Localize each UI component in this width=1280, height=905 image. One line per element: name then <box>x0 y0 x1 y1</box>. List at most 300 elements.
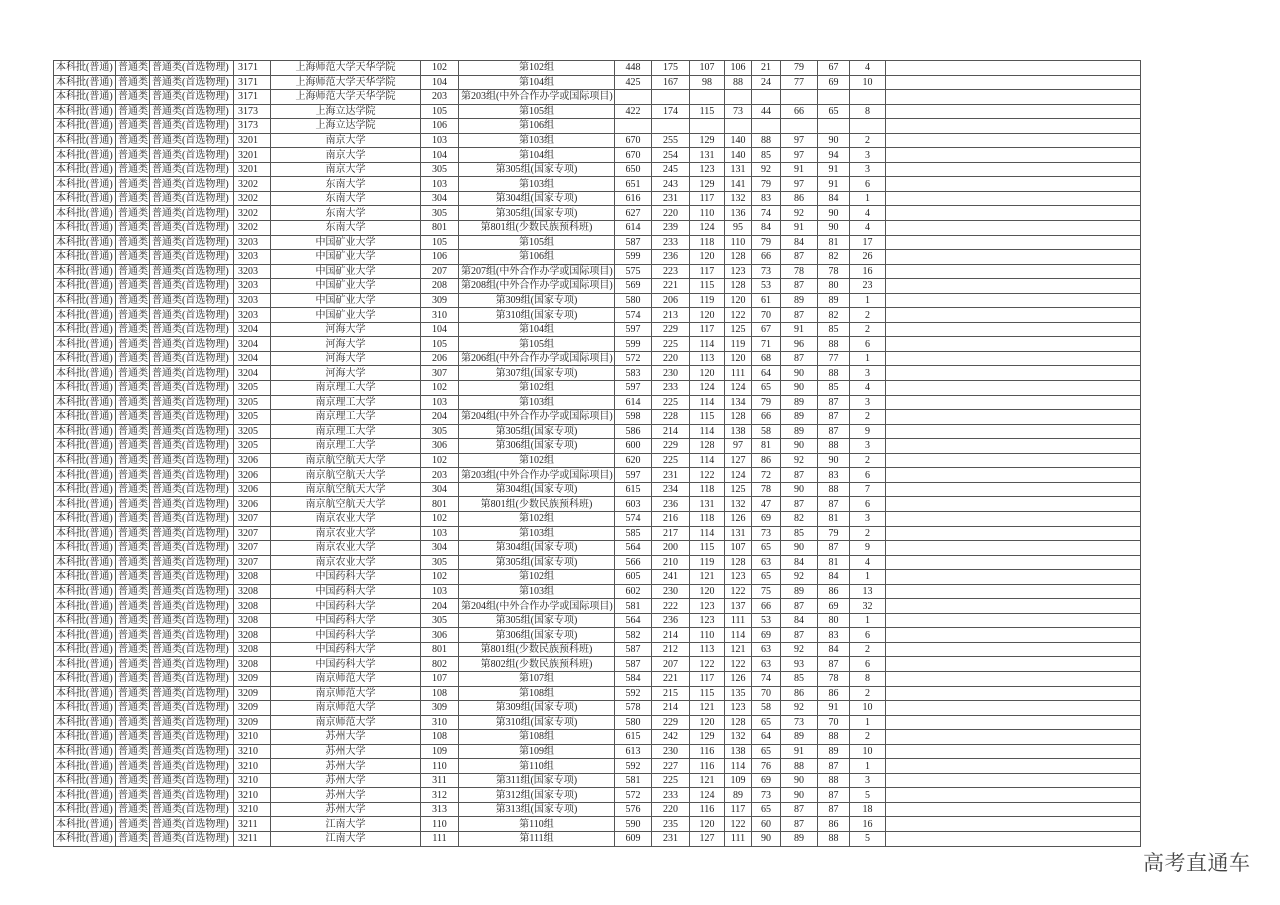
value-cell-8: 4 <box>850 381 886 396</box>
value-cell-4: 140 <box>725 133 752 148</box>
group-code-cell: 108 <box>421 686 459 701</box>
category-cell: 普通类 <box>116 162 150 177</box>
school-name-cell: 南京师范大学 <box>271 701 421 716</box>
school-code-cell: 3201 <box>234 148 271 163</box>
value-cell-4: 132 <box>725 191 752 206</box>
value-cell-4: 136 <box>725 206 752 221</box>
empty-cell <box>886 482 1141 497</box>
subject-type-cell: 普通类(首选物理) <box>150 773 234 788</box>
subject-type-cell: 普通类(首选物理) <box>150 555 234 570</box>
value-cell-3: 120 <box>690 817 725 832</box>
value-cell-2: 236 <box>652 497 690 512</box>
subject-type-cell: 普通类(首选物理) <box>150 366 234 381</box>
subject-type-cell: 普通类(首选物理) <box>150 148 234 163</box>
school-code-cell: 3204 <box>234 351 271 366</box>
batch-cell: 本科批(普通) <box>54 395 116 410</box>
value-cell-3: 123 <box>690 613 725 628</box>
category-cell: 普通类 <box>116 75 150 90</box>
group-name-cell: 第110组 <box>459 817 615 832</box>
value-cell-6: 90 <box>781 773 818 788</box>
value-cell-3: 117 <box>690 264 725 279</box>
value-cell-5: 61 <box>752 293 781 308</box>
group-code-cell: 102 <box>421 61 459 76</box>
value-cell-1: 572 <box>615 788 652 803</box>
empty-cell <box>886 831 1141 846</box>
value-cell-7: 82 <box>818 308 850 323</box>
subject-type-cell: 普通类(首选物理) <box>150 613 234 628</box>
group-name-cell: 第305组(国家专项) <box>459 424 615 439</box>
subject-type-cell: 普通类(首选物理) <box>150 570 234 585</box>
value-cell-5: 73 <box>752 264 781 279</box>
table-row <box>54 497 1141 512</box>
value-cell-6: 89 <box>781 584 818 599</box>
value-cell-1: 603 <box>615 497 652 512</box>
value-cell-1: 597 <box>615 322 652 337</box>
batch-cell: 本科批(普通) <box>54 177 116 192</box>
value-cell-1: 586 <box>615 424 652 439</box>
value-cell-1: 587 <box>615 642 652 657</box>
watermark: 高考直通车 <box>1143 851 1251 875</box>
value-cell-5: 58 <box>752 424 781 439</box>
value-cell-4: 128 <box>725 555 752 570</box>
value-cell-8: 7 <box>850 482 886 497</box>
value-cell-7: 90 <box>818 206 850 221</box>
subject-type-cell: 普通类(首选物理) <box>150 395 234 410</box>
table-row <box>54 831 1141 846</box>
school-name-cell: 中国矿业大学 <box>271 235 421 250</box>
value-cell-6: 84 <box>781 235 818 250</box>
value-cell-4: 138 <box>725 744 752 759</box>
value-cell-8: 6 <box>850 497 886 512</box>
value-cell-8: 17 <box>850 235 886 250</box>
category-cell: 普通类 <box>116 221 150 236</box>
value-cell-2: 225 <box>652 773 690 788</box>
value-cell-3: 114 <box>690 395 725 410</box>
group-name-cell: 第310组(国家专项) <box>459 308 615 323</box>
value-cell-7: 86 <box>818 817 850 832</box>
value-cell-5: 69 <box>752 773 781 788</box>
value-cell-2: 233 <box>652 235 690 250</box>
batch-cell: 本科批(普通) <box>54 831 116 846</box>
value-cell-3: 123 <box>690 162 725 177</box>
empty-cell <box>886 250 1141 265</box>
empty-cell <box>886 453 1141 468</box>
subject-type-cell: 普通类(首选物理) <box>150 322 234 337</box>
value-cell-1: 564 <box>615 613 652 628</box>
value-cell-3: 122 <box>690 657 725 672</box>
value-cell-4: 126 <box>725 511 752 526</box>
value-cell-3: 107 <box>690 61 725 76</box>
category-cell: 普通类 <box>116 177 150 192</box>
empty-cell <box>886 235 1141 250</box>
school-code-cell: 3203 <box>234 235 271 250</box>
value-cell-1: 575 <box>615 264 652 279</box>
table-row <box>54 759 1141 774</box>
table-row <box>54 511 1141 526</box>
value-cell-5: 90 <box>752 831 781 846</box>
category-cell: 普通类 <box>116 526 150 541</box>
group-name-cell: 第305组(国家专项) <box>459 613 615 628</box>
group-name-cell: 第106组 <box>459 119 615 134</box>
subject-type-cell: 普通类(首选物理) <box>150 206 234 221</box>
category-cell: 普通类 <box>116 744 150 759</box>
value-cell-3: 124 <box>690 221 725 236</box>
table-row <box>54 817 1141 832</box>
school-name-cell: 中国药科大学 <box>271 599 421 614</box>
table-row <box>54 730 1141 745</box>
value-cell-1: 583 <box>615 366 652 381</box>
subject-type-cell: 普通类(首选物理) <box>150 221 234 236</box>
school-code-cell: 3209 <box>234 686 271 701</box>
value-cell-7: 87 <box>818 802 850 817</box>
group-name-cell: 第310组(国家专项) <box>459 715 615 730</box>
value-cell-6: 93 <box>781 657 818 672</box>
empty-cell <box>886 104 1141 119</box>
empty-cell <box>886 410 1141 425</box>
category-cell: 普通类 <box>116 817 150 832</box>
empty-cell <box>886 686 1141 701</box>
category-cell: 普通类 <box>116 351 150 366</box>
category-cell: 普通类 <box>116 715 150 730</box>
value-cell-7: 90 <box>818 221 850 236</box>
table-row <box>54 381 1141 396</box>
group-code-cell: 312 <box>421 788 459 803</box>
value-cell-2: 254 <box>652 148 690 163</box>
group-code-cell: 306 <box>421 439 459 454</box>
empty-cell <box>886 599 1141 614</box>
group-code-cell: 801 <box>421 642 459 657</box>
group-code-cell: 313 <box>421 802 459 817</box>
school-code-cell: 3203 <box>234 308 271 323</box>
empty-cell <box>886 191 1141 206</box>
group-name-cell: 第108组 <box>459 730 615 745</box>
value-cell-3: 120 <box>690 584 725 599</box>
group-code-cell: 305 <box>421 424 459 439</box>
subject-type-cell: 普通类(首选物理) <box>150 177 234 192</box>
value-cell-6: 85 <box>781 671 818 686</box>
value-cell-7: 81 <box>818 555 850 570</box>
group-code-cell: 110 <box>421 759 459 774</box>
group-name-cell: 第105组 <box>459 235 615 250</box>
value-cell-8: 4 <box>850 555 886 570</box>
value-cell-7 <box>818 119 850 134</box>
value-cell-8: 8 <box>850 104 886 119</box>
value-cell-8: 16 <box>850 817 886 832</box>
value-cell-3: 115 <box>690 104 725 119</box>
value-cell-2: 229 <box>652 439 690 454</box>
value-cell-1: 580 <box>615 715 652 730</box>
value-cell-3: 118 <box>690 482 725 497</box>
group-name-cell: 第801组(少数民族预科班) <box>459 221 615 236</box>
school-code-cell: 3206 <box>234 453 271 468</box>
empty-cell <box>886 162 1141 177</box>
group-code-cell: 306 <box>421 628 459 643</box>
category-cell: 普通类 <box>116 657 150 672</box>
table-row <box>54 279 1141 294</box>
value-cell-4: 111 <box>725 613 752 628</box>
school-name-cell: 上海立达学院 <box>271 119 421 134</box>
batch-cell: 本科批(普通) <box>54 671 116 686</box>
value-cell-7: 91 <box>818 177 850 192</box>
value-cell-6: 90 <box>781 366 818 381</box>
empty-cell <box>886 424 1141 439</box>
empty-cell <box>886 555 1141 570</box>
school-code-cell: 3201 <box>234 162 271 177</box>
value-cell-5: 44 <box>752 104 781 119</box>
value-cell-6: 77 <box>781 75 818 90</box>
school-name-cell: 中国药科大学 <box>271 657 421 672</box>
school-code-cell: 3204 <box>234 366 271 381</box>
value-cell-6: 92 <box>781 570 818 585</box>
group-name-cell: 第105组 <box>459 104 615 119</box>
group-code-cell: 204 <box>421 599 459 614</box>
school-code-cell: 3209 <box>234 701 271 716</box>
value-cell-8 <box>850 119 886 134</box>
school-name-cell: 南京大学 <box>271 133 421 148</box>
group-name-cell: 第203组(中外合作办学或国际项目) <box>459 90 615 105</box>
school-name-cell: 东南大学 <box>271 177 421 192</box>
value-cell-8: 2 <box>850 322 886 337</box>
school-code-cell: 3205 <box>234 424 271 439</box>
group-name-cell: 第107组 <box>459 671 615 686</box>
value-cell-2: 231 <box>652 468 690 483</box>
table-row <box>54 221 1141 236</box>
value-cell-4: 123 <box>725 570 752 585</box>
value-cell-8: 1 <box>850 293 886 308</box>
value-cell-2: 225 <box>652 395 690 410</box>
value-cell-1: 602 <box>615 584 652 599</box>
subject-type-cell: 普通类(首选物理) <box>150 250 234 265</box>
value-cell-7: 91 <box>818 162 850 177</box>
batch-cell: 本科批(普通) <box>54 439 116 454</box>
value-cell-1 <box>615 119 652 134</box>
value-cell-5: 69 <box>752 628 781 643</box>
value-cell-7: 65 <box>818 104 850 119</box>
value-cell-7: 88 <box>818 831 850 846</box>
value-cell-6: 87 <box>781 351 818 366</box>
value-cell-6: 92 <box>781 453 818 468</box>
group-name-cell: 第313组(国家专项) <box>459 802 615 817</box>
group-code-cell: 103 <box>421 584 459 599</box>
value-cell-6: 89 <box>781 410 818 425</box>
value-cell-2: 214 <box>652 424 690 439</box>
value-cell-2: 229 <box>652 715 690 730</box>
group-name-cell: 第109组 <box>459 744 615 759</box>
value-cell-4: 124 <box>725 468 752 483</box>
school-name-cell: 南京师范大学 <box>271 686 421 701</box>
value-cell-8: 3 <box>850 162 886 177</box>
value-cell-8: 9 <box>850 424 886 439</box>
table-row <box>54 439 1141 454</box>
table-row <box>54 424 1141 439</box>
value-cell-4: 111 <box>725 366 752 381</box>
subject-type-cell: 普通类(首选物理) <box>150 133 234 148</box>
value-cell-6: 90 <box>781 788 818 803</box>
group-name-cell: 第104组 <box>459 75 615 90</box>
value-cell-4: 128 <box>725 715 752 730</box>
group-code-cell: 305 <box>421 206 459 221</box>
school-code-cell: 3204 <box>234 322 271 337</box>
group-name-cell: 第103组 <box>459 526 615 541</box>
value-cell-3: 129 <box>690 730 725 745</box>
value-cell-7: 84 <box>818 642 850 657</box>
batch-cell: 本科批(普通) <box>54 410 116 425</box>
table-row <box>54 191 1141 206</box>
value-cell-3: 120 <box>690 366 725 381</box>
subject-type-cell: 普通类(首选物理) <box>150 61 234 76</box>
value-cell-4: 123 <box>725 701 752 716</box>
group-name-cell: 第305组(国家专项) <box>459 206 615 221</box>
table-row <box>54 671 1141 686</box>
batch-cell: 本科批(普通) <box>54 555 116 570</box>
category-cell: 普通类 <box>116 511 150 526</box>
value-cell-7: 80 <box>818 613 850 628</box>
value-cell-1 <box>615 90 652 105</box>
value-cell-4: 135 <box>725 686 752 701</box>
batch-cell: 本科批(普通) <box>54 133 116 148</box>
value-cell-8: 2 <box>850 730 886 745</box>
category-cell: 普通类 <box>116 424 150 439</box>
value-cell-8: 3 <box>850 366 886 381</box>
value-cell-2: 167 <box>652 75 690 90</box>
category-cell: 普通类 <box>116 148 150 163</box>
value-cell-4: 107 <box>725 541 752 556</box>
value-cell-1: 448 <box>615 61 652 76</box>
value-cell-1: 564 <box>615 541 652 556</box>
value-cell-8: 3 <box>850 148 886 163</box>
batch-cell: 本科批(普通) <box>54 75 116 90</box>
value-cell-1: 580 <box>615 293 652 308</box>
school-code-cell: 3208 <box>234 613 271 628</box>
category-cell: 普通类 <box>116 264 150 279</box>
value-cell-4: 73 <box>725 104 752 119</box>
value-cell-1: 615 <box>615 482 652 497</box>
admission-table <box>53 60 1141 847</box>
school-code-cell: 3211 <box>234 817 271 832</box>
category-cell: 普通类 <box>116 293 150 308</box>
value-cell-4: 124 <box>725 381 752 396</box>
value-cell-8: 10 <box>850 75 886 90</box>
value-cell-6: 91 <box>781 744 818 759</box>
school-name-cell: 中国药科大学 <box>271 570 421 585</box>
group-code-cell: 103 <box>421 526 459 541</box>
group-code-cell: 206 <box>421 351 459 366</box>
batch-cell: 本科批(普通) <box>54 497 116 512</box>
value-cell-6: 97 <box>781 148 818 163</box>
group-name-cell: 第801组(少数民族预科班) <box>459 642 615 657</box>
school-name-cell: 南京航空航天大学 <box>271 468 421 483</box>
value-cell-8: 1 <box>850 613 886 628</box>
value-cell-7: 87 <box>818 410 850 425</box>
value-cell-6: 92 <box>781 642 818 657</box>
value-cell-5: 66 <box>752 599 781 614</box>
school-code-cell: 3203 <box>234 293 271 308</box>
school-name-cell: 南京大学 <box>271 148 421 163</box>
value-cell-1: 584 <box>615 671 652 686</box>
value-cell-1: 578 <box>615 701 652 716</box>
empty-cell <box>886 613 1141 628</box>
category-cell: 普通类 <box>116 104 150 119</box>
school-code-cell: 3203 <box>234 279 271 294</box>
batch-cell: 本科批(普通) <box>54 686 116 701</box>
value-cell-7: 84 <box>818 570 850 585</box>
value-cell-2: 229 <box>652 322 690 337</box>
value-cell-5: 83 <box>752 191 781 206</box>
category-cell: 普通类 <box>116 308 150 323</box>
value-cell-3: 131 <box>690 497 725 512</box>
subject-type-cell: 普通类(首选物理) <box>150 802 234 817</box>
value-cell-2: 206 <box>652 293 690 308</box>
batch-cell: 本科批(普通) <box>54 264 116 279</box>
value-cell-6: 96 <box>781 337 818 352</box>
value-cell-8: 6 <box>850 177 886 192</box>
value-cell-7: 89 <box>818 744 850 759</box>
batch-cell: 本科批(普通) <box>54 628 116 643</box>
category-cell: 普通类 <box>116 555 150 570</box>
value-cell-5: 66 <box>752 410 781 425</box>
batch-cell: 本科批(普通) <box>54 657 116 672</box>
value-cell-2: 221 <box>652 279 690 294</box>
value-cell-5: 68 <box>752 351 781 366</box>
category-cell: 普通类 <box>116 366 150 381</box>
category-cell: 普通类 <box>116 322 150 337</box>
school-code-cell: 3173 <box>234 104 271 119</box>
table-body <box>54 61 1141 847</box>
group-code-cell: 107 <box>421 671 459 686</box>
school-code-cell: 3208 <box>234 584 271 599</box>
table-row <box>54 133 1141 148</box>
value-cell-6: 90 <box>781 439 818 454</box>
value-cell-5: 24 <box>752 75 781 90</box>
batch-cell: 本科批(普通) <box>54 744 116 759</box>
group-code-cell: 203 <box>421 90 459 105</box>
table-row <box>54 701 1141 716</box>
value-cell-3: 116 <box>690 802 725 817</box>
value-cell-4: 97 <box>725 439 752 454</box>
empty-cell <box>886 642 1141 657</box>
subject-type-cell: 普通类(首选物理) <box>150 279 234 294</box>
group-name-cell: 第103组 <box>459 133 615 148</box>
category-cell: 普通类 <box>116 613 150 628</box>
batch-cell: 本科批(普通) <box>54 511 116 526</box>
value-cell-4: 122 <box>725 584 752 599</box>
value-cell-8: 3 <box>850 439 886 454</box>
group-code-cell: 304 <box>421 191 459 206</box>
value-cell-3: 117 <box>690 191 725 206</box>
value-cell-1: 614 <box>615 395 652 410</box>
value-cell-1: 422 <box>615 104 652 119</box>
group-name-cell: 第102组 <box>459 570 615 585</box>
table-row <box>54 410 1141 425</box>
value-cell-1: 600 <box>615 439 652 454</box>
value-cell-8: 4 <box>850 61 886 76</box>
batch-cell: 本科批(普通) <box>54 148 116 163</box>
group-code-cell: 208 <box>421 279 459 294</box>
group-code-cell: 104 <box>421 148 459 163</box>
value-cell-5 <box>752 90 781 105</box>
batch-cell: 本科批(普通) <box>54 526 116 541</box>
value-cell-4 <box>725 90 752 105</box>
value-cell-7: 79 <box>818 526 850 541</box>
value-cell-4: 111 <box>725 831 752 846</box>
batch-cell: 本科批(普通) <box>54 759 116 774</box>
value-cell-1: 615 <box>615 730 652 745</box>
subject-type-cell: 普通类(首选物理) <box>150 671 234 686</box>
value-cell-5: 75 <box>752 584 781 599</box>
value-cell-8: 3 <box>850 511 886 526</box>
category-cell: 普通类 <box>116 235 150 250</box>
school-code-cell: 3208 <box>234 599 271 614</box>
